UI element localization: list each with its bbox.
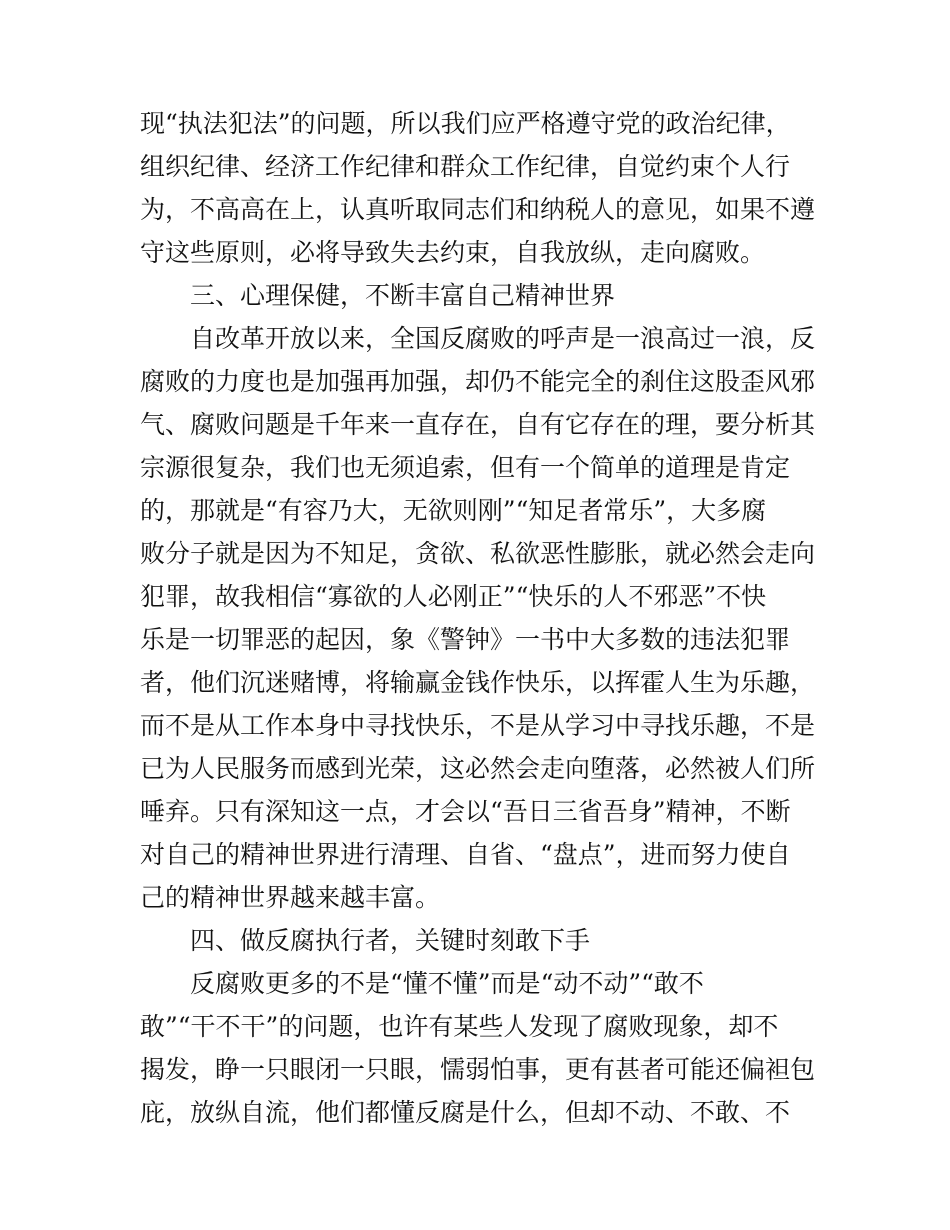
text-line: 气、腐败问题是千年来一直存在，自有它存在的理，要分析其 — [140, 410, 816, 439]
section-heading-4: 四、做反腐执行者，关键时刻敢下手 — [190, 926, 591, 955]
text-line: 败分子就是因为不知足，贪欲、私欲恶性膨胀，就必然会走向 — [140, 539, 816, 568]
text-line: 宗源很复杂，我们也无须追索，但有一个简单的道理是肯定 — [140, 453, 791, 482]
paragraph-start-line: 反腐败更多的不是“懂不懂”而是“动不动”“敢不 — [190, 969, 704, 998]
text-line: 而不是从工作本身中寻找快乐，不是从学习中寻找乐趣，不是 — [140, 711, 816, 740]
text-line: 敢”“干不干”的问题，也许有某些人发现了腐败现象，却不 — [140, 1012, 779, 1041]
text-line: 组织纪律、经济工作纪律和群众工作纪律，自觉约束个人行 — [140, 152, 791, 181]
text-line: 庇，放纵自流，他们都懂反腐是什么，但却不动、不敢、不 — [140, 1098, 791, 1127]
paragraph-start-line: 自改革开放以来，全国反腐败的呼声是一浪高过一浪，反 — [190, 324, 816, 353]
text-line: 揭发，睁一只眼闭一只眼，懦弱怕事，更有甚者可能还偏袒包 — [140, 1055, 816, 1084]
text-line: 乐是一切罪恶的起因，象《警钟》一书中大多数的违法犯罪 — [140, 625, 791, 654]
text-line: 为，不高高在上，认真听取同志们和纳税人的意见，如果不遵 — [140, 195, 816, 224]
text-line: 的，那就是“有容乃大，无欲则刚”“知足者常乐”，大多腐 — [140, 496, 767, 525]
text-line: 犯罪，故我相信“寡欲的人必刚正”“快乐的人不邪恶”不快 — [140, 582, 767, 611]
text-line: 唾弃。只有深知这一点，才会以“吾日三省吾身”精神，不断 — [140, 797, 791, 826]
section-heading-3: 三、心理保健，不断丰富自己精神世界 — [190, 281, 616, 310]
text-line: 已为人民服务而感到光荣，这必然会走向堕落，必然被人们所 — [140, 754, 816, 783]
text-line: 者，他们沉迷赌博，将输赢金钱作快乐，以挥霍人生为乐趣， — [140, 668, 816, 697]
text-line: 对自己的精神世界进行清理、自省、“盘点”，进而努力使自 — [140, 840, 791, 869]
text-line: 腐败的力度也是加强再加强，却仍不能完全的刹住这股歪风邪 — [140, 367, 816, 396]
text-line: 守这些原则，必将导致失去约束，自我放纵，走向腐败。 — [140, 238, 766, 267]
text-line: 己的精神世界越来越丰富。 — [140, 883, 441, 912]
text-line: 现“执法犯法”的问题，所以我们应严格遵守党的政治纪律， — [140, 109, 791, 138]
